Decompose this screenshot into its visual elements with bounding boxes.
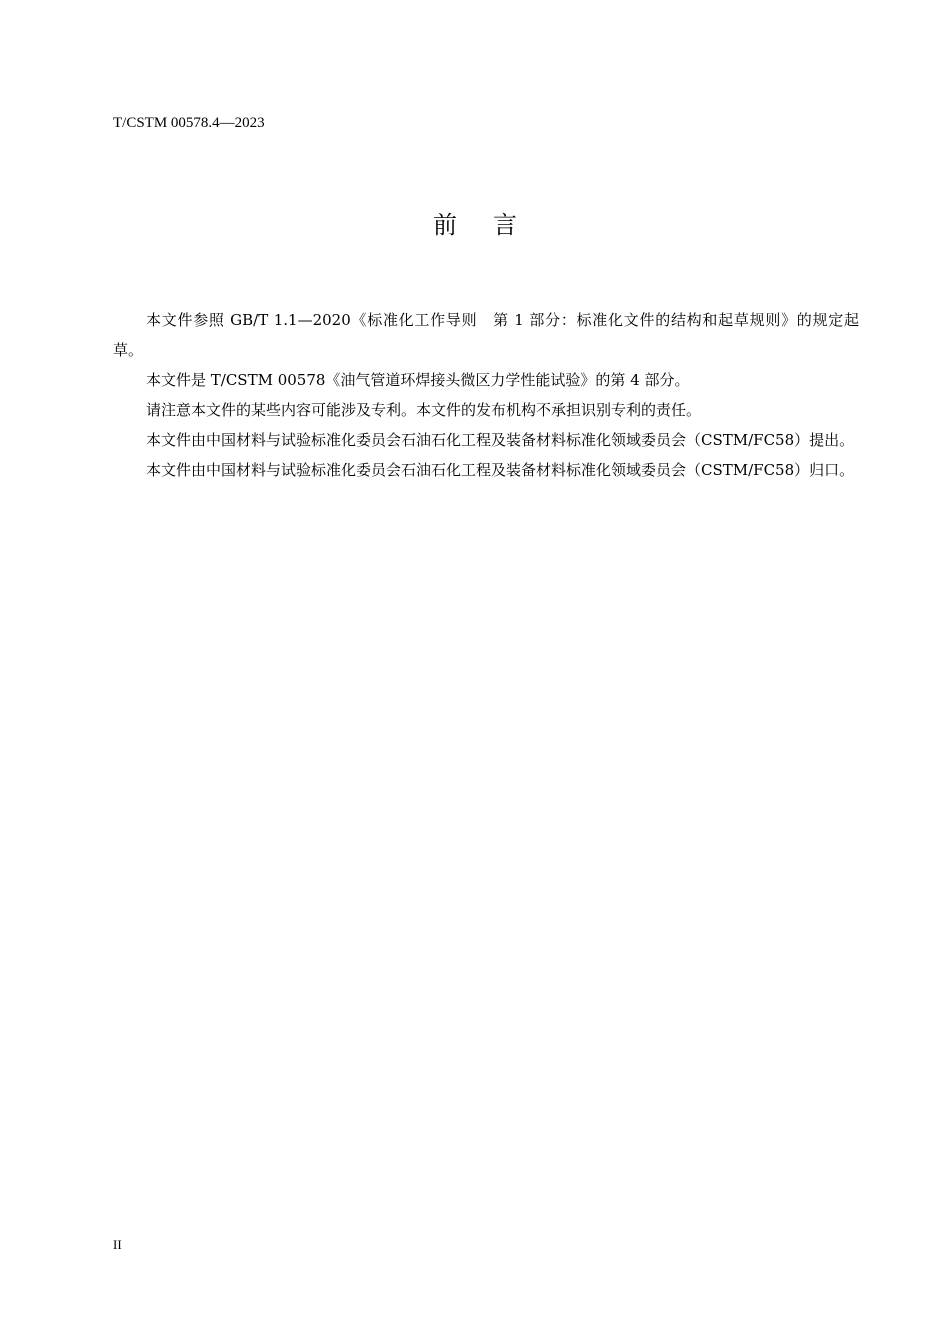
- foreword-body: [113, 305, 859, 485]
- paragraph-under-jurisdiction: 本文件由中国材料与试验标准化委员会石油石化工程及装备材料标准化领域委员会（CSTM/FC58）归口。: [146, 461, 855, 479]
- foreword-title-char-1: 前: [433, 211, 457, 239]
- paragraph-proposed-by: 本文件由中国材料与试验标准化委员会石油石化工程及装备材料标准化领域委员会（CSTM/FC58）提出。: [146, 431, 855, 449]
- standard-number-header: T/CSTM 00578.4—2023: [113, 115, 265, 131]
- paragraph-part-of-series: 本文件是 T/CSTM 00578《油气管道环焊接头微区力学性能试验》的第 4 部分。: [146, 371, 690, 389]
- foreword-title: [0, 208, 950, 242]
- paragraph-patent-notice: 请注意本文件的某些内容可能涉及专利。本文件的发布机构不承担识别专利的责任。: [146, 401, 702, 419]
- page-number: II: [113, 1237, 122, 1252]
- paragraph-drafting-rules: 本文件参照 GB/T 1.1—2020《标准化工作导则 第 1 部分：标准化文件的结构和起草规则》的规定起草。: [113, 311, 859, 359]
- foreword-title-char-2: 言: [493, 211, 517, 239]
